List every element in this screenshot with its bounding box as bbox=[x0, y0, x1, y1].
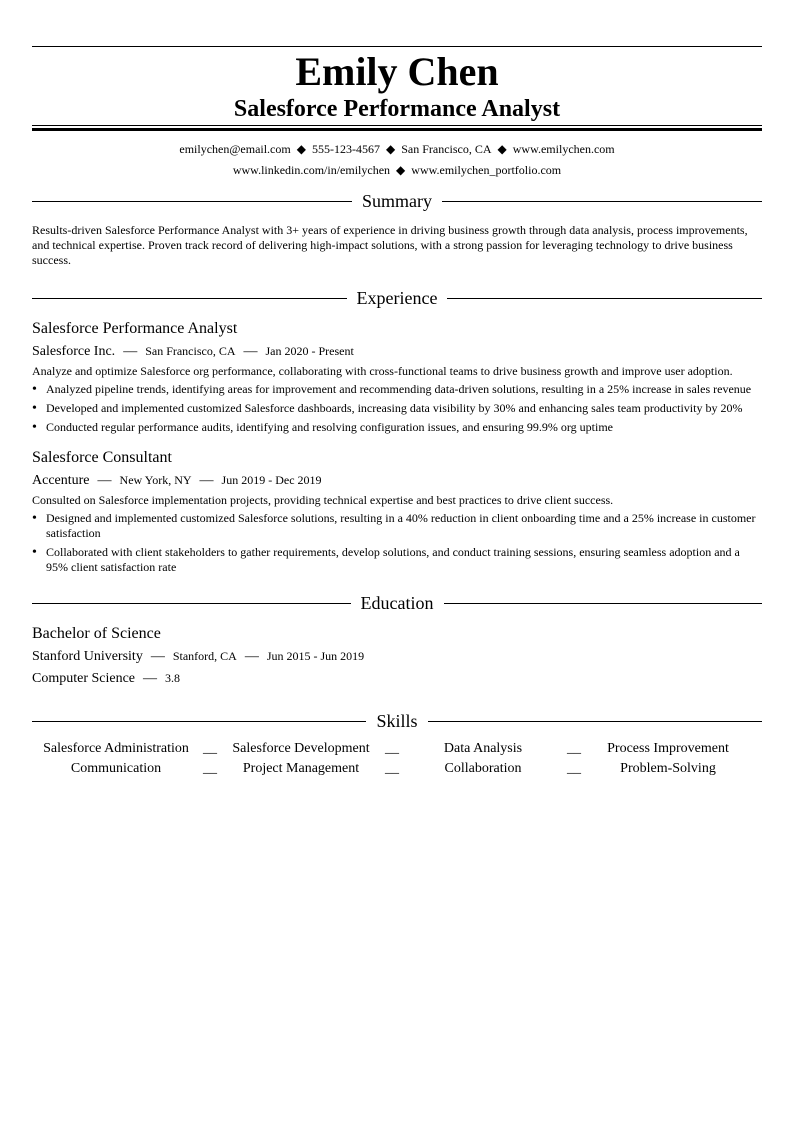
bullet-text: Collaborated with client stakeholders to gather requirements, develop solutions, and conduct training sessions, ensuring seamless adoption and a 95% client satisfaction rate bbox=[46, 545, 740, 574]
skill-item: Process Improvement bbox=[607, 741, 729, 756]
heading-rule-right bbox=[442, 201, 762, 202]
bullet-text: Developed and implemented customized Salesforce dashboards, increasing data visibility by 30% and enhancing sales team productivity by 20% bbox=[46, 401, 743, 415]
contact-line-1 bbox=[32, 139, 762, 160]
heading-rule-right bbox=[428, 721, 762, 722]
skill-separator: __ bbox=[567, 761, 581, 776]
skill-item: Collaboration bbox=[444, 761, 522, 776]
education-meta bbox=[32, 646, 762, 667]
skills-heading-label: Skills bbox=[376, 711, 418, 731]
header-top-rule bbox=[32, 46, 762, 47]
dash-separator: — bbox=[150, 649, 165, 664]
skill-item: Data Analysis bbox=[443, 741, 523, 756]
skill-item: Communication bbox=[70, 761, 162, 776]
dash-separator: — bbox=[143, 671, 158, 686]
dash-separator: — bbox=[123, 344, 138, 359]
school-location: Stanford, CA bbox=[172, 649, 237, 663]
job-company: Accenture bbox=[32, 473, 90, 488]
job-location: San Francisco, CA bbox=[145, 344, 236, 358]
job-description: Analyze and optimize Salesforce org performance, collaborating with cross-functional teams to drive business growth and improve user adoption. bbox=[32, 364, 733, 378]
heading-rule-left bbox=[32, 603, 351, 604]
bullet-icon: • bbox=[32, 401, 37, 416]
dash-separator: — bbox=[243, 344, 258, 359]
diamond-separator-icon: ◆ bbox=[385, 142, 396, 156]
skill-separator: __ bbox=[385, 761, 399, 776]
experience-heading-label: Experience bbox=[356, 288, 438, 308]
job-location: New York, NY bbox=[119, 473, 192, 487]
skill-item: Problem-Solving bbox=[620, 761, 716, 776]
skill-item: Salesforce Development bbox=[232, 741, 370, 756]
list-item bbox=[32, 382, 762, 397]
skill-item: Project Management bbox=[242, 761, 360, 776]
list-item bbox=[32, 401, 762, 416]
bullet-text: Conducted regular performance audits, identifying and resolving configuration issues, and ensuring 99.9% org uptime bbox=[46, 420, 613, 434]
heading-rule-right bbox=[444, 603, 763, 604]
education-heading bbox=[32, 591, 762, 615]
job-description: Consulted on Salesforce implementation projects, providing technical expertise and best practices to drive client success. bbox=[32, 493, 614, 507]
school-name: Stanford University bbox=[32, 649, 143, 664]
diamond-separator-icon: ◆ bbox=[396, 163, 406, 177]
degree-title: Bachelor of Science bbox=[32, 625, 161, 642]
contact-email[interactable]: emilychen@email.com bbox=[179, 142, 291, 156]
summary-heading-label: Summary bbox=[362, 191, 432, 211]
dash-separator: — bbox=[199, 473, 214, 488]
candidate-name: Emily Chen bbox=[295, 49, 499, 94]
heading-rule-left bbox=[32, 721, 366, 722]
diamond-separator-icon: ◆ bbox=[497, 142, 507, 156]
summary-heading bbox=[32, 189, 762, 213]
education-major-line bbox=[32, 668, 762, 689]
candidate-title: Salesforce Performance Analyst bbox=[233, 96, 561, 122]
heading-rule-left bbox=[32, 298, 347, 299]
list-item bbox=[32, 511, 762, 541]
bullet-icon: • bbox=[32, 382, 37, 397]
education-major: Computer Science bbox=[32, 671, 136, 686]
skill-separator: __ bbox=[203, 741, 217, 756]
job-title: Salesforce Performance Analyst bbox=[32, 320, 238, 337]
contact-linkedin[interactable]: www.linkedin.com/in/emilychen bbox=[232, 163, 391, 177]
education-dates: Jun 2015 - Jun 2019 bbox=[266, 649, 365, 663]
bullet-icon: • bbox=[32, 420, 37, 435]
job-meta bbox=[32, 341, 762, 362]
skills-grid bbox=[32, 739, 762, 779]
list-item bbox=[32, 420, 762, 435]
skill-separator: __ bbox=[203, 761, 217, 776]
skill-separator: __ bbox=[385, 741, 399, 756]
heading-rule-right bbox=[447, 298, 762, 299]
dash-separator: — bbox=[244, 649, 259, 664]
job-entry bbox=[32, 447, 762, 575]
summary-text: Results-driven Salesforce Performance Analyst with 3+ years of experience in driving business growth through data analysis, process improvements, and technical expertise. Proven track record of delivering high-impact solutions, with a strong passion for leveraging technology to drive business success. bbox=[32, 223, 748, 267]
job-meta bbox=[32, 470, 762, 491]
resume-page bbox=[32, 46, 762, 779]
bullet-text: Analyzed pipeline trends, identifying areas for improvement and recommending data-driven solutions, resulting in a 25% increase in sales revenue bbox=[46, 382, 752, 396]
experience-heading bbox=[32, 286, 762, 310]
contact-line-2 bbox=[32, 160, 762, 181]
contact-portfolio[interactable]: www.emilychen_portfolio.com bbox=[411, 163, 562, 177]
skills-heading bbox=[32, 709, 762, 733]
education-gpa: 3.8 bbox=[165, 671, 181, 685]
job-bullets bbox=[32, 382, 762, 435]
education-entry bbox=[32, 623, 762, 689]
job-bullets bbox=[32, 511, 762, 575]
job-dates: Jan 2020 - Present bbox=[265, 344, 354, 358]
bullet-text: Designed and implemented customized Salesforce solutions, resulting in a 40% reduction in client onboarding time and a 25% increase in customer satisfaction bbox=[46, 511, 756, 540]
contact-website[interactable]: www.emilychen.com bbox=[512, 142, 615, 156]
heading-rule-left bbox=[32, 201, 352, 202]
education-heading-label: Education bbox=[360, 593, 434, 613]
dash-separator: — bbox=[97, 473, 112, 488]
skill-item: Salesforce Administration bbox=[43, 741, 189, 756]
skill-separator: __ bbox=[567, 741, 581, 756]
diamond-separator-icon: ◆ bbox=[296, 142, 306, 156]
list-item bbox=[32, 545, 762, 575]
job-title: Salesforce Consultant bbox=[32, 449, 172, 466]
job-entry bbox=[32, 318, 762, 435]
contact-location: San Francisco, CA bbox=[401, 142, 492, 156]
bullet-icon: • bbox=[32, 545, 37, 560]
job-company: Salesforce Inc. bbox=[32, 344, 116, 359]
contact-block bbox=[32, 139, 762, 181]
contact-phone: 555-123-4567 bbox=[311, 142, 380, 156]
job-dates: Jun 2019 - Dec 2019 bbox=[221, 473, 322, 487]
header-double-rule bbox=[32, 125, 762, 131]
bullet-icon: • bbox=[32, 511, 37, 526]
